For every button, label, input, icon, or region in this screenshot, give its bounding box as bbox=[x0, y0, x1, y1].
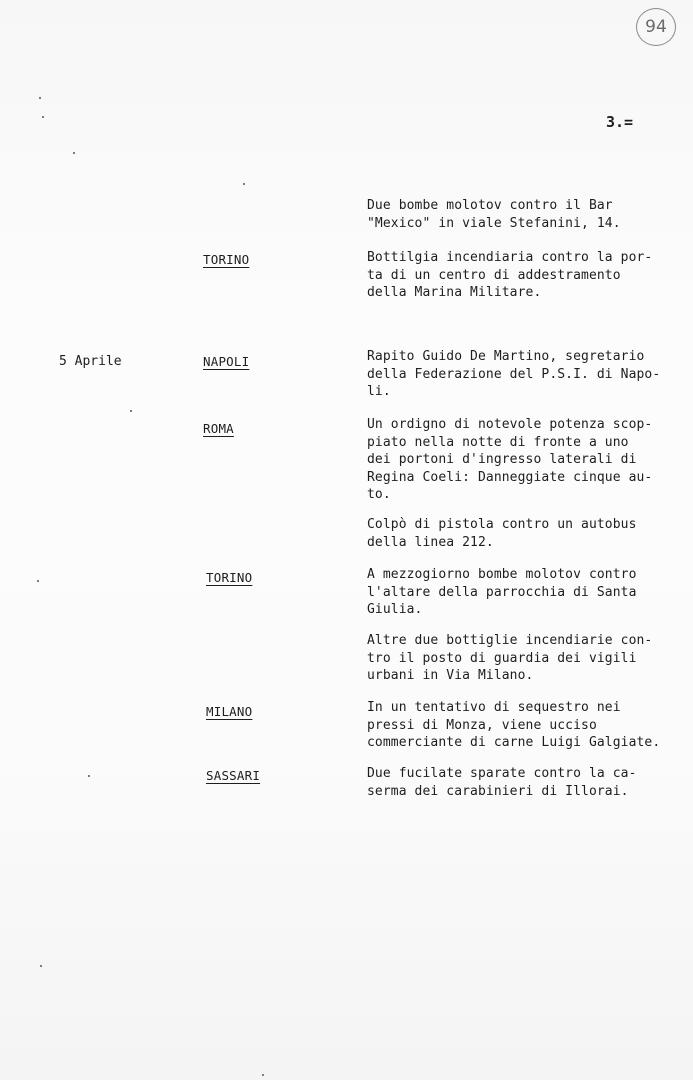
entry-illorai: Due fucilate sparate contro la ca- serma dei carabinieri di Illorai. bbox=[367, 766, 637, 799]
entry-de-martino: Rapito Guido De Martino, segretario della Federazione del P.S.I. di Napo- li. bbox=[367, 349, 661, 399]
entry-monza: In un tentativo di sequestro nei pressi di Monza, viene ucciso commerciante di carne Luigi Galgiate. bbox=[367, 700, 661, 750]
page-number: 3.= bbox=[606, 113, 634, 131]
entry-regina-coeli: Un ordigno di notevole potenza scop- piato nella notte di fronte a uno dei portoni d'ingresso laterali di Regina Coeli: Danneggiate cinque au- to. bbox=[367, 417, 653, 502]
city-roma: ROMA bbox=[203, 421, 234, 436]
date-label: 5 Aprile bbox=[59, 354, 122, 369]
scan-speck bbox=[42, 116, 44, 118]
scan-speck bbox=[73, 152, 75, 154]
city-torino-2: TORINO bbox=[206, 570, 253, 585]
city-torino-1: TORINO bbox=[203, 252, 250, 267]
stamp-number: 94 bbox=[645, 17, 667, 37]
entry-autobus: Colpò di pistola contro un autobus della linea 212. bbox=[367, 517, 637, 550]
scan-speck bbox=[262, 1074, 264, 1076]
entry-marina-militare: Bottilgia incendiaria contro la por- ta di un centro di addestramento della Marina Militare. bbox=[367, 250, 653, 300]
scan-speck bbox=[130, 410, 132, 412]
scan-speck bbox=[39, 97, 41, 99]
entry-santa-giulia: A mezzogiorno bombe molotov contro l'altare della parrocchia di Santa Giulia. bbox=[367, 567, 637, 617]
scan-speck bbox=[40, 965, 42, 967]
archive-stamp bbox=[636, 8, 676, 46]
city-sassari: SASSARI bbox=[206, 768, 261, 783]
scan-speck bbox=[37, 580, 39, 582]
scan-speck bbox=[88, 775, 90, 777]
city-napoli: NAPOLI bbox=[203, 354, 250, 369]
city-milano: MILANO bbox=[206, 704, 253, 719]
entry-vigili-urbani: Altre due bottiglie incendiarie con- tro il posto di guardia dei vigili urbani in Via Milano. bbox=[367, 633, 653, 683]
entry-mexico-bar: Due bombe molotov contro il Bar "Mexico" in viale Stefanini, 14. bbox=[367, 198, 621, 231]
scan-speck bbox=[243, 183, 245, 185]
